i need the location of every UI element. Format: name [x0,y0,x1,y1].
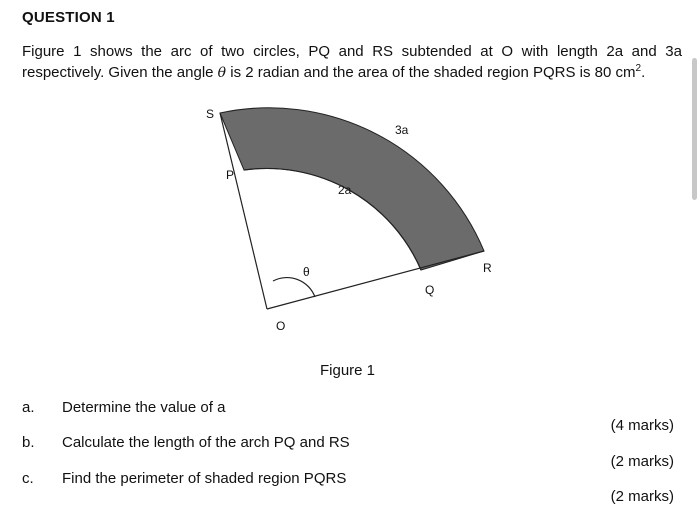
label-s: S [206,107,215,121]
label-angle: θ [303,265,310,279]
part-c-text: Find the perimeter of shaded region PQRS [62,470,347,487]
part-a-text: Determine the value of a [62,399,226,416]
part-b-marks: (2 marks) [610,453,674,470]
label-outer-arc: 3a [395,123,409,137]
part-a-letter: a. [22,399,35,416]
intro-text-part1: Figure 1 shows the arc of two circles, PQ and RS subtended at O with length 2a and 3a respectively. Given the angle [22,43,682,81]
shaded-region-pqrs [220,108,484,270]
part-b-letter: b. [22,434,35,451]
intro-text-end: . [641,64,646,81]
figure-caption: Figure 1 [320,362,376,379]
part-a-marks: (4 marks) [610,417,674,434]
theta-symbol: θ [217,65,227,81]
label-q: Q [425,283,435,297]
question-heading: QUESTION 1 [22,9,115,26]
intro-superscript: 2 [635,63,642,74]
part-c-letter: c. [22,470,34,487]
part-b-text: Calculate the length of the arch PQ and RS [62,434,350,451]
angle-arc [273,278,315,297]
label-p: P [226,168,235,182]
label-o: O [276,319,286,333]
intro-text-part2: is 2 radian and the area of the shaded region PQRS is 80 cm [226,64,636,81]
label-inner-arc: 2a [338,183,352,197]
label-r: R [483,261,492,275]
part-c-marks: (2 marks) [610,488,674,505]
vertical-scrollbar[interactable] [692,58,697,200]
